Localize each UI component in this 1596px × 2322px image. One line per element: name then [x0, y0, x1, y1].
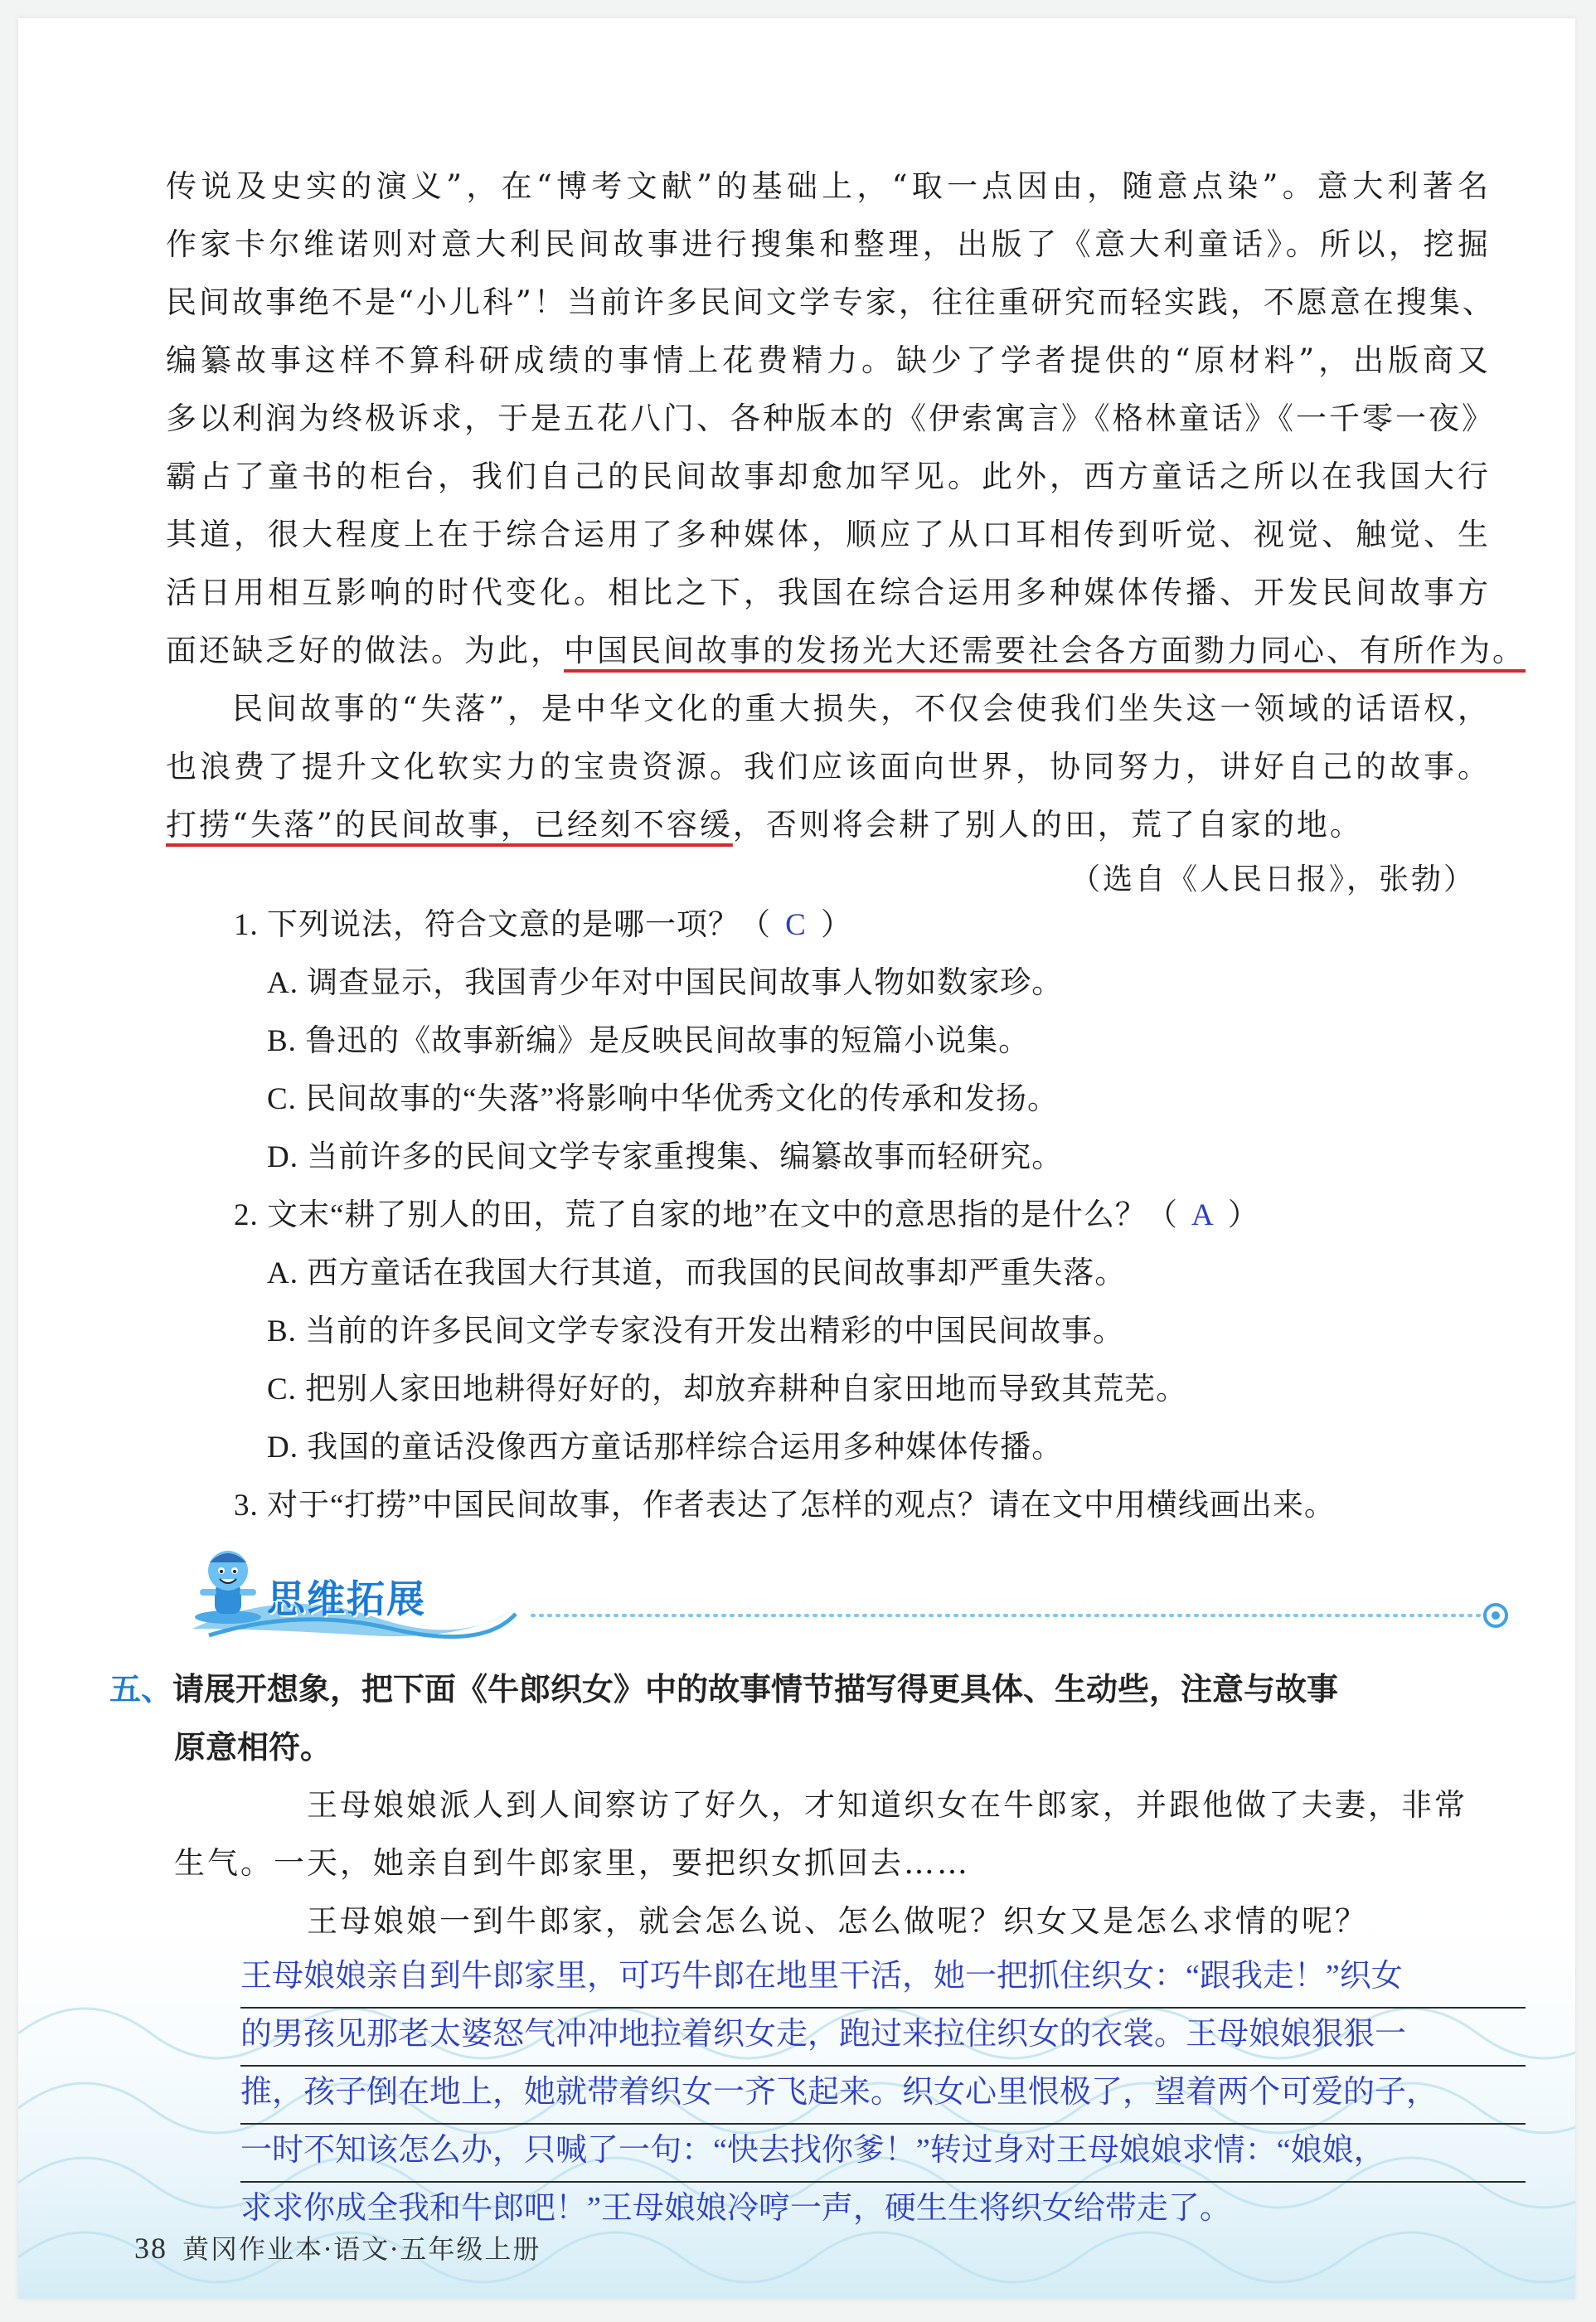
answer-line: 的男孩见那老太婆怒气冲冲地拉着织女走，跑过来拉住织女的衣裳。王母娘娘狠狠一 [240, 2009, 1526, 2067]
answer-line: 一时不知该怎么办，只喊了一句：“快去找你爹！”转过身对王母娘娘求情：“娘娘， [240, 2125, 1526, 2183]
answer-line: 王母娘娘亲自到牛郎家里，可巧牛郎在地里干活，她一把抓住织女：“跟我走！”织女 [240, 1950, 1526, 2009]
passage-text: 面还缺乏好的做法。为此， [166, 633, 564, 668]
question-1-option-c: C. 民间故事的“失落”将影响中华优秀文化的传承和发扬。 [267, 1082, 1060, 1116]
question-2-option-c: C. 把别人家田地耕得好好的，却放弃耕种自家田地而导致其荒芜。 [267, 1372, 1188, 1406]
page-number: 38 [134, 2232, 167, 2265]
story-excerpt [174, 1776, 1509, 1892]
passage-text: ，否则将会耕了别人的田，荒了自家的地。 [732, 807, 1363, 843]
answer-line: 推，孩子倒在地上，她就带着织女一齐飞起来。织女心里恨极了，望着两个可爱的子， [240, 2067, 1526, 2125]
passage-line: 多以利润为终极诉求，于是五花八门、各种版本的《伊索寓言》《格林童话》《一千零一夜》 [166, 401, 1495, 436]
passage-line: 编纂故事这样不算科研成绩的事情上花费精力。缺少了学者提供的“原材料”，出版商又 [166, 342, 1491, 378]
task-number: 五、 [109, 1671, 173, 1707]
story-line: 生气。一天，她亲自到牛郎家里，要把织女抓回去…… [174, 1845, 970, 1881]
question-1-option-d: D. 当前许多的民间文学专家重搜集、编纂故事而轻研究。 [267, 1140, 1064, 1174]
question-2-option-d: D. 我国的童话没像西方童话那样综合运用多种媒体传播。 [267, 1431, 1064, 1465]
question-2-stem [234, 1189, 1259, 1234]
question-text: 2. 文末“耕了别人的田，荒了自家的地”在文中的意思指的是什么？（ [234, 1198, 1178, 1232]
question-1-option-b: B. 鲁迅的《故事新编》是反映民间故事的短篇小说集。 [267, 1024, 1031, 1058]
passage-line [166, 796, 1491, 854]
bracket-close: ） [1227, 1198, 1259, 1232]
passage-paragraph-1 [166, 158, 1526, 680]
passage-paragraph-2 [166, 680, 1491, 854]
task-5-instruction [109, 1660, 1509, 1776]
passage-line: 民间故事的“失落”，是中华文化的重大损失，不仅会使我们坐失这一领域的话语权， [232, 691, 1491, 726]
passage-line: 霸占了童书的柜台，我们自己的民间故事却愈加罕见。此外，西方童话之所以在我国大行 [166, 459, 1491, 494]
passage-line: 民间故事绝不是“小儿科”！当前许多民间文学专家，往往重研究而轻实践，不愿意在搜集、 [166, 284, 1496, 320]
question-3-stem: 3. 对于“打捞”中国民间故事，作者表达了怎样的观点？请在文中用横线画出来。 [234, 1489, 1336, 1523]
task-line: 原意相符。 [174, 1729, 332, 1766]
bracket-close: ） [821, 908, 852, 942]
mascot-icon [188, 1542, 267, 1625]
handwritten-answer: C [785, 908, 807, 942]
story-line: 王母娘娘派人到人间察访了好久，才知道织女在牛郎家，并跟他做了夫妻，非常 [307, 1787, 1467, 1823]
page-footer [134, 2228, 541, 2266]
answer-line: 求求你成全我和牛郎吧！”王母娘娘冷哼一声，硬生生将织女给带走了。 [240, 2191, 1231, 2226]
task-text: 请展开想象，把下面《牛郎织女》中的故事情节描写得更具体、生动些，注意与故事 [172, 1671, 1339, 1707]
underlined-key-sentence: 中国民间故事的发扬光大还需要社会各方面勠力同心、有所作为。 [564, 633, 1526, 668]
underlined-answer-sentence: 打捞“失落”的民间故事，已经刻不容缓 [166, 807, 733, 843]
story-prompt: 王母娘娘一到牛郎家，就会怎么说、怎么做呢？织女又是怎么求情的呢？ [307, 1903, 1368, 1939]
passage-line: 也浪费了提升文化软实力的宝贵资源。我们应该面向世界，协同努力，讲好自己的故事。 [166, 749, 1491, 785]
handwritten-answer: A [1191, 1198, 1215, 1232]
question-1-option-a: A. 调查显示，我国青少年对中国民间故事人物如数家珍。 [267, 966, 1064, 1000]
passage-line: 作家卡尔维诺则对意大利民间故事进行搜集和整理，出版了《意大利童话》。所以，挖掘 [166, 226, 1491, 262]
question-2-option-b: B. 当前的许多民间文学专家没有开发出精彩的中国民间故事。 [267, 1314, 1125, 1348]
passage-line: 传说及史实的演义”，在“博考文献”的基础上，“取一点因由，随意点染”。意大利著名 [166, 168, 1491, 204]
workbook-page [18, 18, 1575, 2299]
passage-line: 活日用相互影响的时代变化。相比之下，我国在综合运用多种媒体传播、开发民间故事方 [166, 575, 1491, 610]
passage-source: （选自《人民日报》，张勃） [1070, 862, 1476, 896]
passage-line: 其道，很大程度上在于综合运用了多种媒体，顺应了从口耳相传到听觉、视觉、触觉、生 [166, 517, 1491, 552]
question-text: 1. 下列说法，符合文意的是哪一项？（ [234, 908, 771, 942]
passage-line [166, 622, 1526, 680]
question-2-option-a: A. 西方童话在我国大行其道，而我国的民间故事却严重失落。 [267, 1256, 1127, 1290]
question-1-stem [234, 899, 852, 944]
task-line [109, 1660, 1509, 1718]
handwritten-answer-area [240, 1950, 1526, 2239]
book-title: 黄冈作业本·语文·五年级上册 [182, 2233, 541, 2265]
section-title-thinking-expansion: 思维拓展 [267, 1576, 426, 1621]
